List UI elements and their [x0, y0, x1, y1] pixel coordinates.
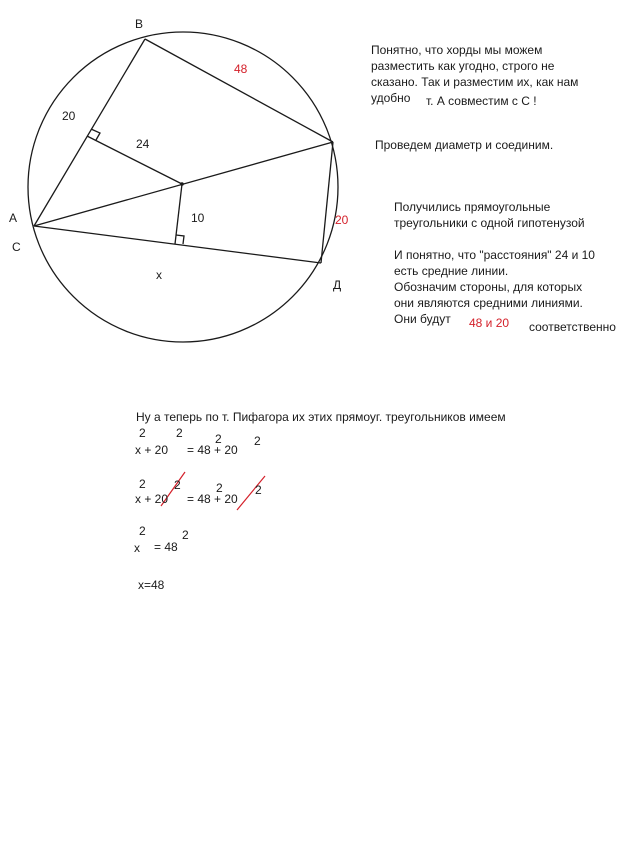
chord-ab — [34, 39, 145, 226]
circumcircle — [28, 32, 338, 342]
eq2-exp-20b: 2 — [255, 483, 262, 497]
note-line: сказано. Так и разместим их, как нам — [371, 75, 579, 89]
eq3-rhs: = 48 — [154, 540, 178, 554]
center-point — [180, 182, 184, 186]
distance-24 — [87, 136, 182, 184]
label-len-10: 10 — [191, 211, 205, 225]
eq2-exp-20: 2 — [174, 478, 181, 492]
eq2-exp-48: 2 — [216, 481, 223, 495]
label-a: A — [9, 211, 18, 225]
label-len-48: 48 — [234, 62, 248, 76]
eq2-lhs: x + 20 — [135, 492, 169, 506]
eq3-exp-x: 2 — [139, 524, 146, 538]
note-line: Получились прямоугольные — [394, 200, 551, 214]
eq1-exp-20b: 2 — [254, 434, 261, 448]
right-angle-mark-bottom — [176, 235, 184, 244]
note-highlight: 48 и 20 — [469, 316, 510, 330]
eq3-lhs: x — [134, 541, 140, 555]
note-line: есть средние линии. — [394, 264, 509, 278]
label-c: C — [12, 240, 21, 254]
note-line: они являются средними линиями. — [394, 296, 583, 310]
note-line: Понятно, что хорды мы можем — [371, 43, 543, 57]
note-line: треугольники с одной гипотенузой — [394, 216, 585, 230]
label-x: x — [156, 268, 162, 282]
note-line: Обозначим стороны, для которых — [394, 280, 583, 294]
label-len-20-ab: 20 — [62, 109, 76, 123]
eq2-rhs: = 48 + 20 — [187, 492, 238, 506]
note-line: соответственно — [529, 320, 616, 334]
eq2-exp-x: 2 — [139, 477, 146, 491]
chord-ad — [34, 226, 321, 263]
label-len-24: 24 — [136, 137, 150, 151]
solution-intro: Ну а теперь по т. Пифагора их этих прямоуг. треугольников имеем — [136, 410, 506, 424]
eq3-exp-48: 2 — [182, 528, 189, 542]
note-line: удобно — [371, 91, 411, 105]
eq1-exp-20: 2 — [176, 426, 183, 440]
note-line: разместить как угодно, строго не — [371, 59, 555, 73]
eq1-rhs: = 48 + 20 — [187, 443, 238, 457]
eq1-exp-48: 2 — [215, 432, 222, 446]
answer: x=48 — [138, 578, 165, 592]
label-len-20-right: 20 — [335, 213, 349, 227]
note-line: И понятно, что "расстояния" 24 и 10 — [394, 248, 595, 262]
eq1-lhs: x + 20 — [135, 443, 169, 457]
note-line: т. А совместим с С ! — [426, 94, 537, 108]
note-line: Проведем диаметр и соединим. — [375, 138, 554, 152]
note-line: Они будут — [394, 312, 451, 326]
label-d: Д — [333, 278, 342, 292]
label-b: B — [135, 17, 144, 31]
eq1-exp-x: 2 — [139, 426, 146, 440]
